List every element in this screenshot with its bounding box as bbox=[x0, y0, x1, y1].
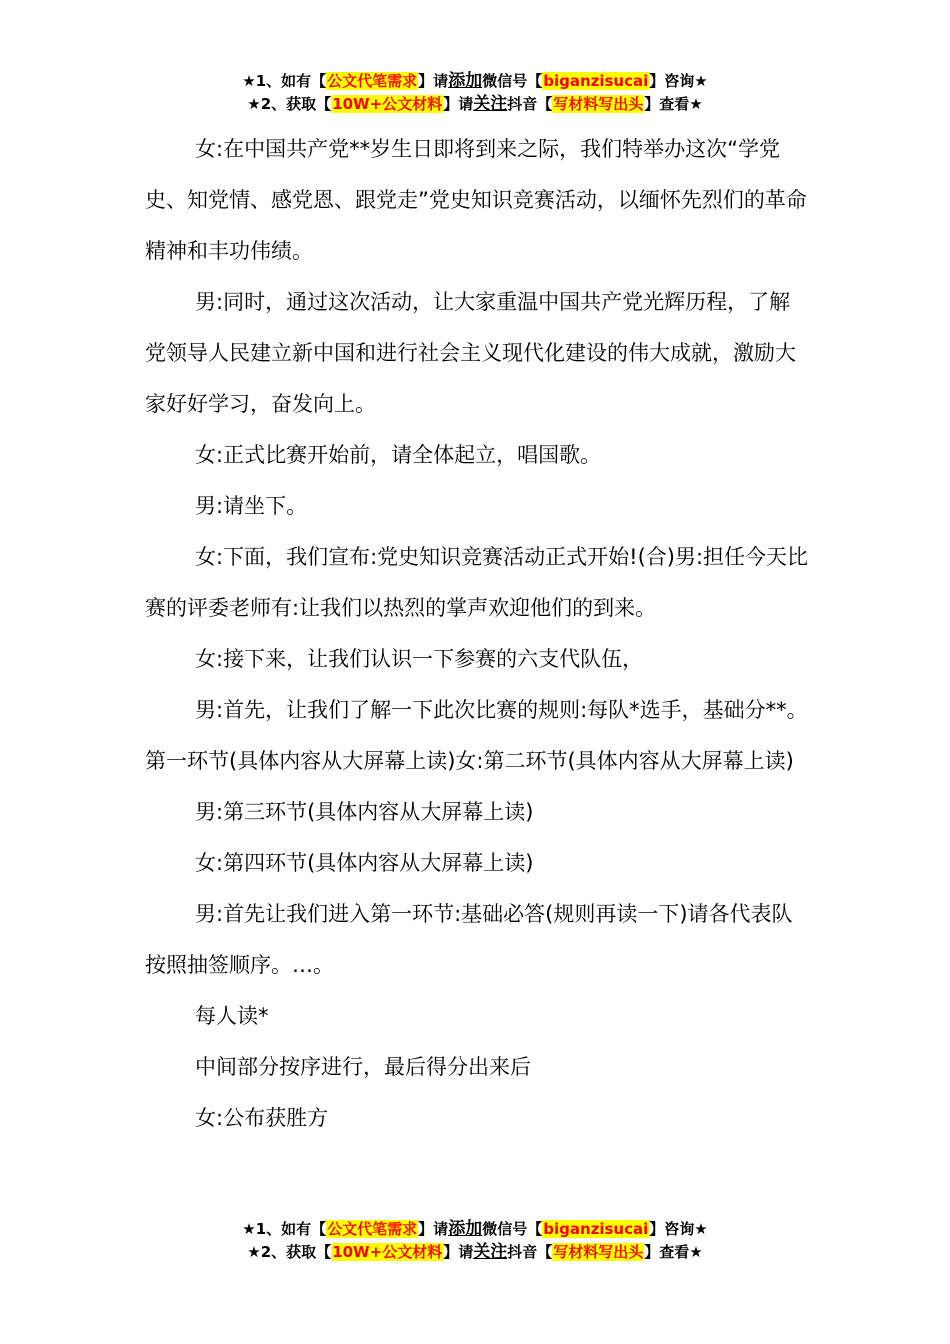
banner-underlined: 关注 bbox=[473, 1242, 508, 1262]
banner-text: 】请 bbox=[418, 1220, 449, 1238]
banner-wechat-id: biganzisucai bbox=[543, 1220, 649, 1238]
banner-line-2 bbox=[0, 93, 950, 116]
banner-text: 】请 bbox=[418, 72, 449, 90]
banner-underlined: 关注 bbox=[473, 94, 508, 114]
banner-highlight: 公文代笔需求 bbox=[327, 1220, 418, 1238]
paragraph: 每人读* bbox=[195, 1004, 269, 1028]
banner-text: ★1、如有【 bbox=[242, 1220, 327, 1238]
banner-text: ★2、获取【 bbox=[247, 1243, 332, 1261]
banner-text: ★2、获取【 bbox=[247, 95, 332, 113]
banner-text: 】请 bbox=[443, 1243, 474, 1261]
banner-text: 】请 bbox=[443, 95, 474, 113]
banner-underlined: 添加 bbox=[448, 1219, 483, 1239]
paragraph: 男:同时，通过这次活动，让大家重温中国共产党光辉历程，了解党领导人民建立新中国和进行社会主义现代化建设的伟大成就，激励大家好好学习，奋发向上。 bbox=[145, 290, 796, 416]
document-body bbox=[145, 124, 810, 1144]
paragraph: 女:第四环节(具体内容从大屏幕上读) bbox=[195, 851, 534, 875]
paragraph: 男:第三环节(具体内容从大屏幕上读) bbox=[195, 800, 534, 824]
paragraph: 女:在中国共产党**岁生日即将到来之际，我们特举办这次“学党史、知党情、感党恩、跟党走”党史知识竞赛活动，以缅怀先烈们的革命精神和丰功伟绩。 bbox=[145, 137, 807, 263]
paragraph: 女:正式比赛开始前，请全体起立，唱国歌。 bbox=[195, 443, 602, 467]
paragraph: 女:下面，我们宣布:党史知识竞赛活动正式开始!(合)男:担任今天比赛的评委老师有:让我们以热烈的掌声欢迎他们的到来。 bbox=[145, 545, 809, 620]
banner-douyin-id: 写材料写出头 bbox=[553, 95, 644, 113]
banner-text: ★1、如有【 bbox=[242, 72, 327, 90]
banner-text: 】咨询★ bbox=[649, 72, 708, 90]
banner-text: 】咨询★ bbox=[649, 1220, 708, 1238]
banner-text: 】查看★ bbox=[644, 95, 703, 113]
banner-text: 微信号【 bbox=[482, 1220, 543, 1238]
banner-douyin-id: 写材料写出头 bbox=[553, 1243, 644, 1261]
paragraph: 女:接下来，让我们认识一下参赛的六支代队伍， bbox=[195, 647, 644, 671]
banner-highlight: 10W+公文材料 bbox=[332, 95, 443, 113]
banner-underlined: 添加 bbox=[448, 71, 483, 91]
paragraph: 女:公布获胜方 bbox=[195, 1106, 329, 1130]
paragraph: 男:请坐下。 bbox=[195, 494, 308, 518]
banner-text: 】查看★ bbox=[644, 1243, 703, 1261]
paragraph: 男:首先让我们进入第一环节:基础必答(规则再读一下)请各代表队按照抽签顺序。…。 bbox=[145, 902, 793, 977]
banner-line-1 bbox=[0, 70, 950, 93]
banner-highlight: 10W+公文材料 bbox=[332, 1243, 443, 1261]
banner-wechat-id: biganzisucai bbox=[543, 72, 649, 90]
banner-text: 抖音【 bbox=[507, 1243, 553, 1261]
banner-text: 抖音【 bbox=[507, 95, 553, 113]
paragraph: 中间部分按序进行，最后得分出来后 bbox=[195, 1055, 531, 1079]
banner-highlight: 公文代笔需求 bbox=[327, 72, 418, 90]
footer-banner bbox=[0, 1218, 950, 1264]
paragraph: 男:首先，让我们了解一下此次比赛的规则:每队*选手，基础分**。第一环节(具体内容从大屏幕上读)女:第二环节(具体内容从大屏幕上读) bbox=[145, 698, 808, 773]
banner-line-1 bbox=[0, 1218, 950, 1241]
header-banner bbox=[0, 70, 950, 116]
banner-text: 微信号【 bbox=[482, 72, 543, 90]
banner-line-2 bbox=[0, 1241, 950, 1264]
